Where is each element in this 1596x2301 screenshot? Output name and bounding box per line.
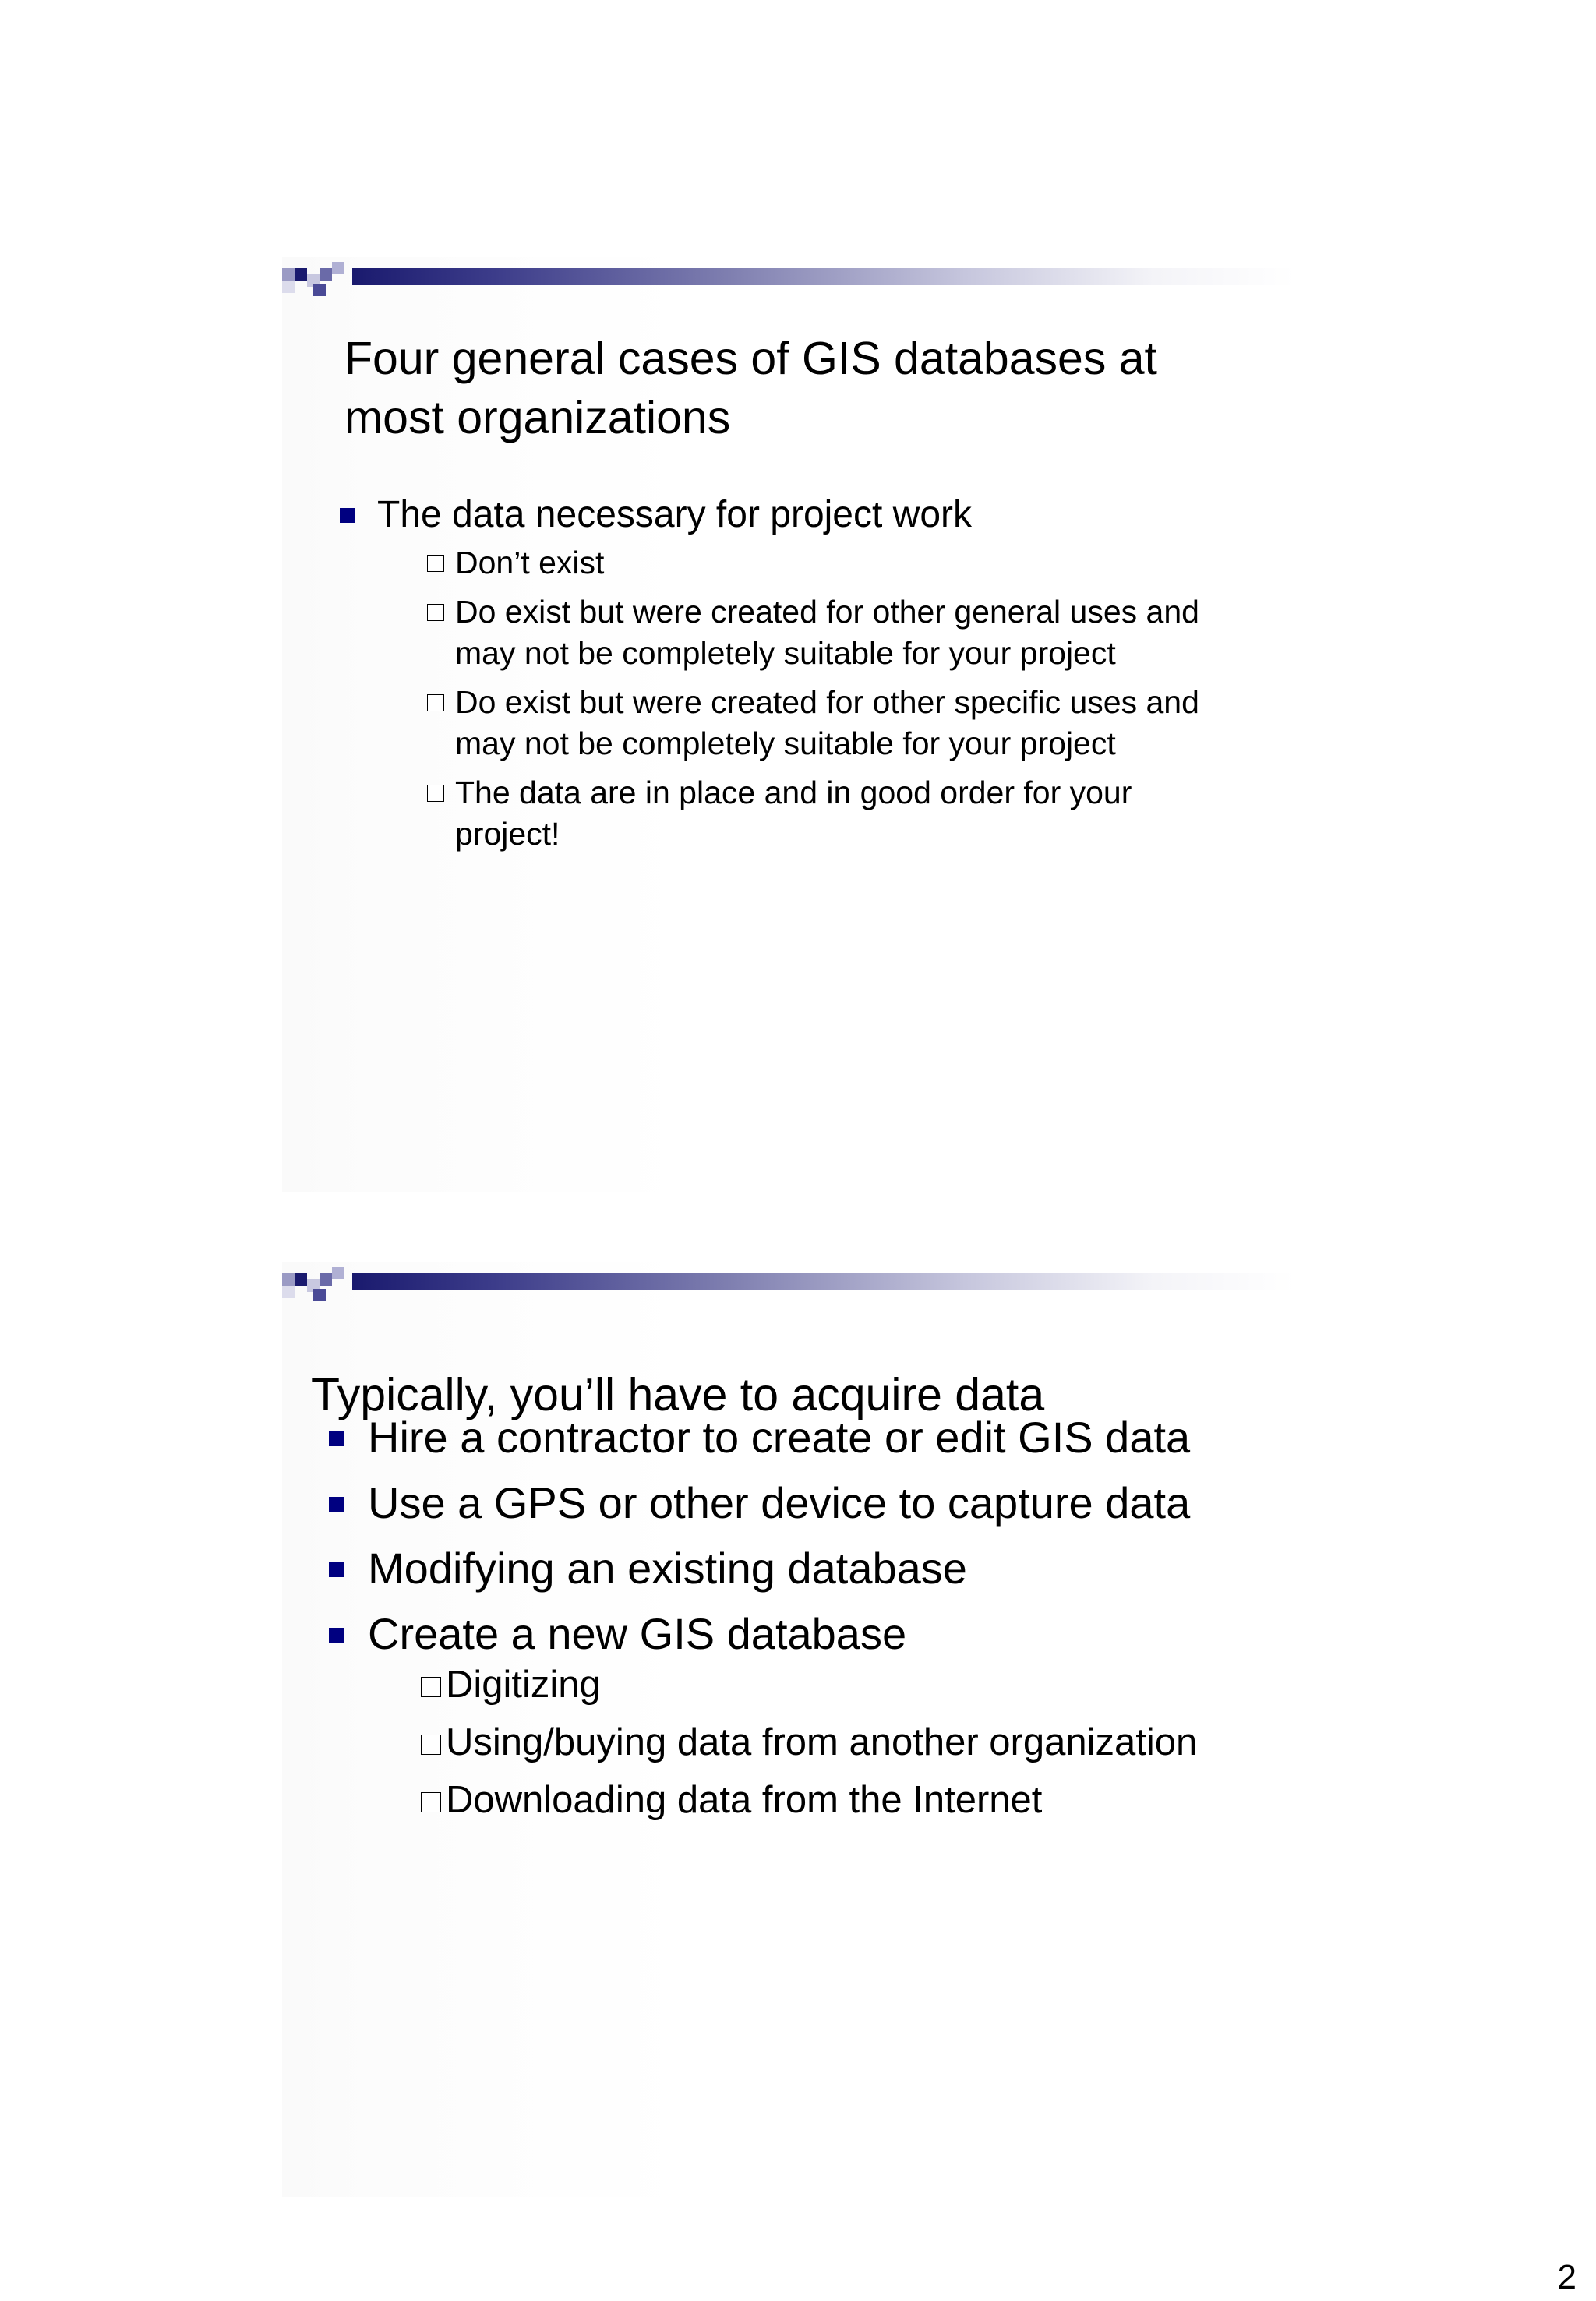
slide-1-bullet-list — [338, 491, 1234, 863]
bullet-item — [338, 491, 1234, 855]
square-bullet-icon — [329, 1562, 344, 1577]
sub-bullet-item: Digitizing — [368, 1660, 1303, 1710]
slide-2-bullet-list — [329, 1410, 1303, 1836]
hollow-square-bullet-icon — [421, 1735, 441, 1755]
hollow-square-bullet-icon — [427, 694, 444, 711]
bullet-text: The data necessary for project work — [377, 494, 973, 535]
sub-bullet-item: Do exist but were created for other specific uses and may not be completely suitable for your project — [377, 682, 1234, 764]
slide-1 — [282, 257, 1295, 1192]
sub-bullet-item: The data are in place and in good order for your project! — [377, 772, 1234, 855]
title-decoration-bar — [282, 257, 1295, 296]
square-bullet-icon — [340, 508, 355, 523]
sub-bullet-list — [368, 1660, 1303, 1825]
sub-bullet-item: Using/buying data from another organization — [368, 1717, 1303, 1767]
hollow-square-bullet-icon — [427, 785, 444, 802]
sub-bullet-list — [377, 542, 1234, 855]
square-bullet-icon — [329, 1497, 344, 1512]
slide-2 — [282, 1262, 1295, 2197]
slide-2-title: Typically, you’ll have to acquire data — [312, 1369, 1045, 1420]
sub-bullet-item: Don’t exist — [377, 542, 1234, 584]
bullet-item: Hire a contractor to create or edit GIS data — [329, 1410, 1303, 1465]
square-bullet-icon — [329, 1628, 344, 1643]
title-decoration-bar — [282, 1262, 1295, 1301]
hollow-square-bullet-icon — [427, 604, 444, 621]
bullet-item: Modifying an existing database — [329, 1541, 1303, 1596]
sub-bullet-item: Do exist but were created for other general uses and may not be completely suitable for your project — [377, 591, 1234, 674]
sub-bullet-item: Downloading data from the Internet — [368, 1775, 1303, 1825]
slide-1-title: Four general cases of GIS databases at most organizations — [344, 333, 1157, 443]
bullet-item: Create a new GIS database Digitizing Using/buying data from another organization Downloading data from the Internet — [329, 1607, 1303, 1825]
square-bullet-icon — [329, 1431, 344, 1446]
hollow-square-bullet-icon — [427, 555, 444, 572]
page-number: 2 — [1557, 2258, 1577, 2296]
hollow-square-bullet-icon — [421, 1677, 441, 1697]
hollow-square-bullet-icon — [421, 1792, 441, 1812]
bullet-item: Use a GPS or other device to capture data — [329, 1476, 1303, 1530]
